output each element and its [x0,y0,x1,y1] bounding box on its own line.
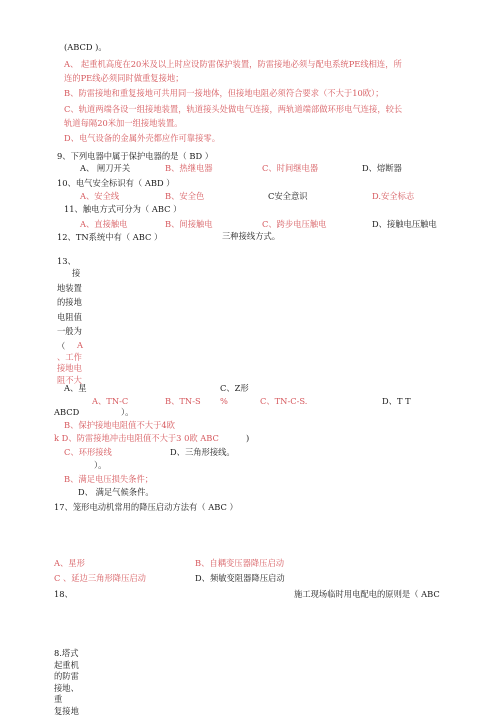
q13-answer-line: A [57,340,97,352]
q10-option-a: A、安全线 [80,191,119,202]
q16-option-b: B、满足电压损失条件； [64,474,153,485]
q8-option-a-line1: A、 起重机高度在20米及以上时应设防雷保护装置，防雷接地必须与配电系统PE线相连，所 [64,59,402,70]
q13-answer-column [57,340,97,383]
q9-option-c: C、时间继电器 [262,163,318,174]
q14-option-a: A、星 [64,383,87,394]
q18-number: 18、 [54,589,73,600]
q11-option-a: A、直接触电 [80,219,127,230]
q8-repeat-line: 的防雷 [54,671,94,683]
q12-stem: 12、TN系统中有（ ABC ） [57,232,162,243]
q10-stem: 10、电气安全标识有（ ABD ） [57,178,175,189]
q15-option-c: C、TN-C-S. [260,396,307,407]
q10-option-b: B、安全色 [165,191,204,202]
q15-answer: ABCD [54,407,79,418]
q9-option-d: D、熔断器 [362,163,402,174]
q13-stem-line: 接 [57,268,97,280]
q11-option-c: C、跨步电压触电 [262,219,326,230]
q14-answer-tail: ）。 [94,460,106,471]
q9-stem: 9、下列电器中属于保护电器的是（ BD ） [57,151,213,162]
q13-option-d: k D、防雷接地冲击电阻值不大于3 0欧 ABC [54,433,219,444]
q8-repeat-line: 接地、 [54,683,94,695]
q17-option-d: D、频敏变阻器降压启动 [195,573,285,584]
q13-stem-line: 地装置 [57,283,97,295]
q9-option-b: B、热继电器 [165,163,213,174]
q8-repeat-column [54,648,94,707]
q8-option-c-line2: 轨道每隔20米加一组接地装置。 [64,118,182,129]
q14-option-c: C、Z形 [220,383,249,394]
q14-option-circle: C、环形接线 [64,447,112,458]
q13-stem-line: 电阻值 [57,312,97,324]
q8-option-a-line2: 连的PE线必须同时做重复接地； [64,73,184,84]
q13-stem-line: 一般为 [57,326,97,338]
top-answer: (ABCD )。 [64,42,107,53]
q15-percent: % [220,396,228,407]
q16-option-d: D、 满足气候条件。 [78,487,154,498]
q11-option-b: B、间接触电 [165,219,213,230]
q13-option-b: B、保护接地电阻值不大于4欧 [64,420,175,431]
q8-option-c-line1: C、轨道两端各设一组接地装置，轨道接头处做电气连接，两轨道端部做环形电气连接，较长 [64,104,402,115]
q11-stem: 11、触电方式可分为（ ABC ） [64,204,181,215]
q13-stem-line: 的接地 [57,297,97,309]
q11-option-d: D、接触电压触电 [372,219,437,230]
q15-answer-tail: ）。 [121,407,133,418]
q8-repeat-line: 重 [54,694,94,706]
q8-repeat-line: 8.塔式 [54,648,94,660]
q8-repeat-line: 复接地 [54,706,94,717]
q17-option-b: B、自耦变压器降压启动 [195,558,284,569]
q17-stem: 17、笼形电动机常用的降压启动方法有（ ABC ） [54,502,238,513]
q14-option-delta: D、三角形接线。 [170,447,235,458]
q8-option-b: B、防雷接地和重复接地可共用同一接地体，但接地电阻必须符合要求（不大于10欧）； [64,88,384,99]
q18-stem: 施工现场临时用电配电的原则是（ ABC [294,589,440,600]
q17-option-c: C 、延边三角形降压启动 [54,573,146,584]
q17-option-a: A、星形 [54,558,85,569]
q13-option-d-tail: ) [246,433,249,444]
q9-option-a: A、 闸刀开关 [80,163,130,174]
q8-repeat-line: 起重机 [54,660,94,672]
q8-option-d: D、电气设备的金属外壳都应作可靠接零。 [64,133,220,144]
q13-number: 13、 [57,256,76,267]
q10-option-c: C安全意识 [268,191,308,202]
q10-option-d: D.安全标志 [372,191,414,202]
q13-answer-line: 阻不大 [57,375,97,387]
q13-stem-line: （ [57,341,97,353]
q12-tail: 三种接线方式。 [222,231,280,242]
q13-answer-line: 接地电 [57,363,97,375]
q13-answer-line: 、工作 [57,352,97,364]
q15-option-d: D、T T [382,396,411,407]
q15-option-b: B、TN-S [165,396,201,407]
q15-option-a: A、TN-C [92,396,128,407]
